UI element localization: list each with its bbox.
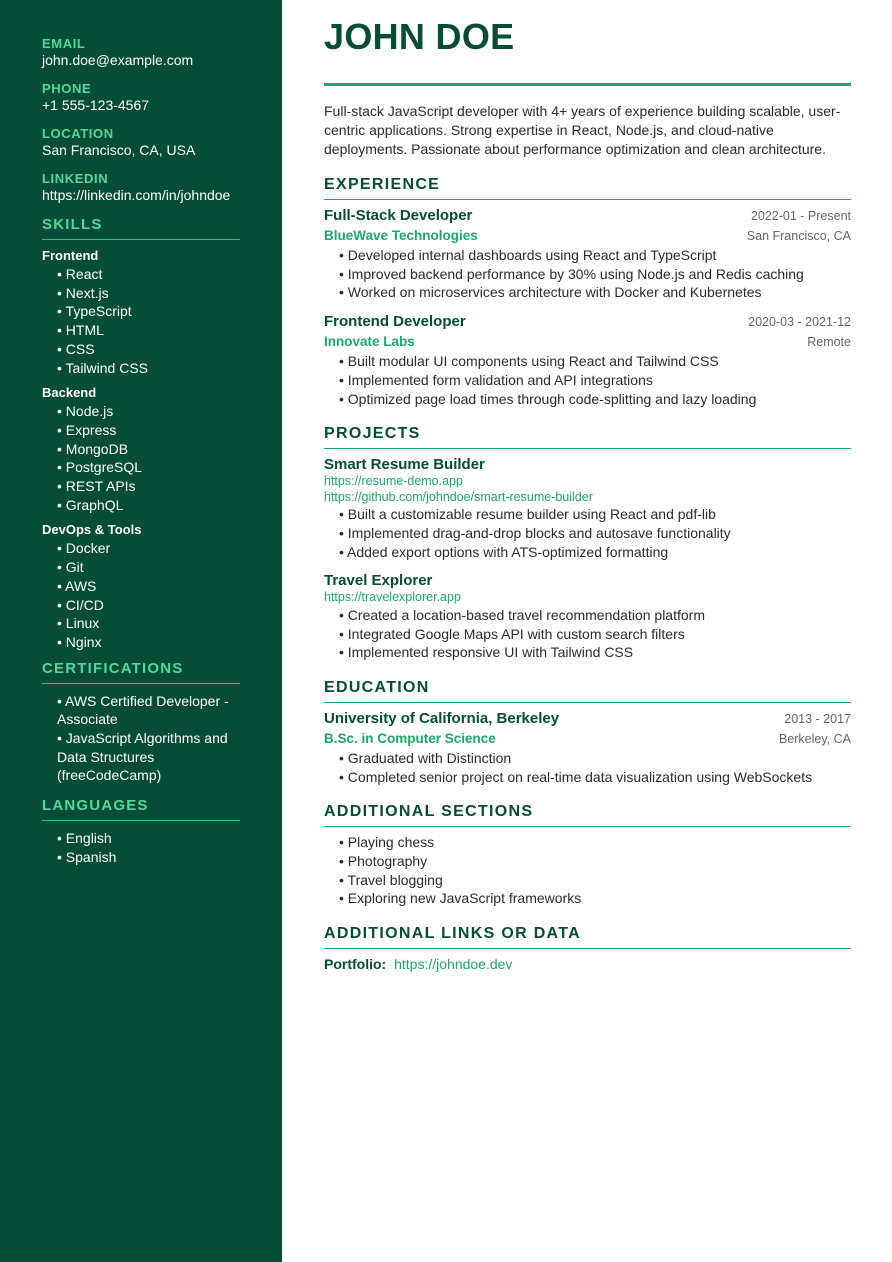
education-bullets [324, 749, 851, 786]
skill-item: • TypeScript [57, 303, 132, 320]
bullet-item: • Travel blogging [339, 871, 443, 888]
contact-label: LOCATION [42, 126, 114, 141]
degree: B.Sc. in Computer Science [324, 730, 496, 746]
contact-phone [42, 81, 240, 114]
candidate-name: JOHN DOE [324, 16, 515, 57]
name-divider [324, 83, 851, 86]
skill-item: • Nginx [57, 633, 102, 650]
education-location: Berkeley, CA [778, 731, 851, 746]
languages-list [42, 829, 240, 866]
project-bullets [324, 606, 851, 662]
bullet-item: • Added export options with ATS-optimized formatting [339, 543, 669, 560]
skill-group-title: Frontend [42, 248, 99, 263]
skill-list-backend [42, 402, 240, 514]
contact-linkedin [42, 171, 240, 204]
phone-value[interactable]: +1 555-123-4567 [42, 97, 150, 113]
project-link[interactable]: https://github.com/johndoe/smart-resume-builder [324, 489, 593, 504]
skill-item: • Node.js [57, 403, 114, 420]
skill-item: • PostgreSQL [57, 459, 143, 476]
language-item: • English [57, 830, 112, 847]
skill-item: • Next.js [57, 284, 109, 301]
skill-item: • Tailwind CSS [57, 359, 149, 376]
project-link[interactable]: https://travelexplorer.app [324, 590, 461, 605]
language-item: • Spanish [57, 848, 117, 865]
bullet-item: • Photography [339, 853, 428, 870]
linkedin-link[interactable]: https://linkedin.com/in/johndoe [42, 187, 231, 203]
bullet-item: • Playing chess [339, 834, 435, 851]
job-bullets [324, 352, 851, 408]
location-value: San Francisco, CA, USA [42, 142, 196, 158]
certifications-list [42, 692, 240, 786]
project-title: Travel Explorer [324, 572, 433, 590]
languages-heading: LANGUAGES [42, 797, 240, 821]
certifications-heading: CERTIFICATIONS [42, 660, 240, 684]
email-value[interactable]: john.doe@example.com [42, 52, 194, 68]
bullet-item: • Completed senior project on real-time data visualization using WebSockets [339, 768, 813, 785]
bullet-item: • Developed internal dashboards using React and TypeScript [339, 247, 717, 263]
bullet-item: • Worked on microservices architecture with Docker and Kubernetes [339, 284, 762, 301]
skill-item: • CI/CD [57, 596, 104, 613]
skill-group-title: Backend [42, 385, 97, 401]
bullet-item: • Improved backend performance by 30% using Node.js and Redis caching [339, 265, 804, 282]
bullet-item: • Optimized page load times through code-splitting and lazy loading [339, 390, 757, 407]
contact-location [42, 126, 240, 159]
experience-entry [324, 206, 851, 302]
bullet-item: • Exploring new JavaScript frameworks [339, 890, 582, 907]
contact-label: PHONE [42, 81, 92, 96]
contact-label: LINKEDIN [42, 171, 109, 186]
certification-item: • JavaScript Algorithms and Data Structures (freeCodeCamp) [57, 730, 228, 784]
education-dates: 2013 - 2017 [784, 711, 851, 726]
project-bullets [324, 505, 851, 561]
skill-item: • React [57, 266, 103, 282]
main-content [324, 0, 851, 974]
projects-heading: PROJECTS [324, 425, 851, 449]
portfolio-label: Portfolio: [324, 956, 387, 973]
additional-heading: ADDITIONAL SECTIONS [324, 803, 851, 827]
company-name: Innovate Labs [324, 334, 415, 350]
bullet-item: • Created a location-based travel recommendation platform [339, 606, 705, 623]
skills-heading: SKILLS [42, 216, 240, 240]
skill-item: • Express [57, 421, 117, 438]
bullet-item: • Graduated with Distinction [339, 749, 512, 766]
job-location: Remote [807, 335, 851, 350]
project-entry [324, 571, 851, 662]
company-name: BlueWave Technologies [324, 228, 478, 243]
skill-list-devops [42, 539, 240, 651]
certification-item: • AWS Certified Developer - Associate [57, 692, 229, 728]
project-link[interactable]: https://resume-demo.app [324, 474, 463, 489]
bullet-item: • Implemented form validation and API integrations [339, 371, 653, 388]
contact-email [42, 36, 240, 69]
portfolio-link[interactable]: https://johndoe.dev [394, 956, 513, 973]
skill-item: • Docker [57, 540, 111, 557]
job-location: San Francisco, CA [746, 229, 851, 243]
skill-item: • Git [57, 559, 84, 576]
job-bullets [324, 246, 851, 302]
skill-item: • AWS [57, 577, 97, 594]
skill-list-frontend [42, 265, 240, 377]
bullet-item: • Implemented drag-and-drop blocks and autosave functionality [339, 524, 731, 541]
skill-item: • Linux [57, 615, 100, 632]
skill-item: • GraphQL [57, 496, 124, 513]
sidebar [0, 0, 282, 1262]
bullet-item: • Integrated Google Maps API with custom search filters [339, 625, 685, 642]
education-entry [324, 709, 851, 786]
school-name: University of California, Berkeley [324, 709, 560, 727]
skill-item: • HTML [57, 322, 104, 339]
additional-list [324, 833, 851, 908]
bullet-item: • Built modular UI components using React and Tailwind CSS [339, 353, 719, 370]
skill-item: • REST APIs [57, 478, 136, 495]
job-title: Frontend Developer [324, 313, 466, 331]
summary: Full-stack JavaScript developer with 4+ years of experience building scalable, user-centric applications. Strong expertise in React, Node.js, and cloud-native deployments. Passionate about performance optimization and clean architecture. [324, 103, 841, 157]
portfolio-row [324, 955, 851, 974]
experience-heading: EXPERIENCE [324, 176, 851, 200]
job-dates: 2022-01 - Present [750, 209, 851, 223]
project-title: Smart Resume Builder [324, 456, 485, 474]
bullet-item: • Implemented responsive UI with Tailwind CSS [339, 644, 634, 661]
skill-item: • CSS [57, 340, 95, 357]
links-heading: ADDITIONAL LINKS OR DATA [324, 925, 851, 949]
project-entry [324, 455, 851, 561]
education-heading: EDUCATION [324, 679, 851, 703]
skill-group-title: DevOps & Tools [42, 522, 142, 538]
bullet-item: • Built a customizable resume builder using React and pdf-lib [339, 506, 716, 523]
job-title: Full-Stack Developer [324, 207, 473, 224]
experience-entry [324, 312, 851, 408]
job-dates: 2020-03 - 2021-12 [748, 315, 851, 330]
contact-label: EMAIL [42, 36, 86, 51]
skill-item: • MongoDB [57, 440, 129, 457]
